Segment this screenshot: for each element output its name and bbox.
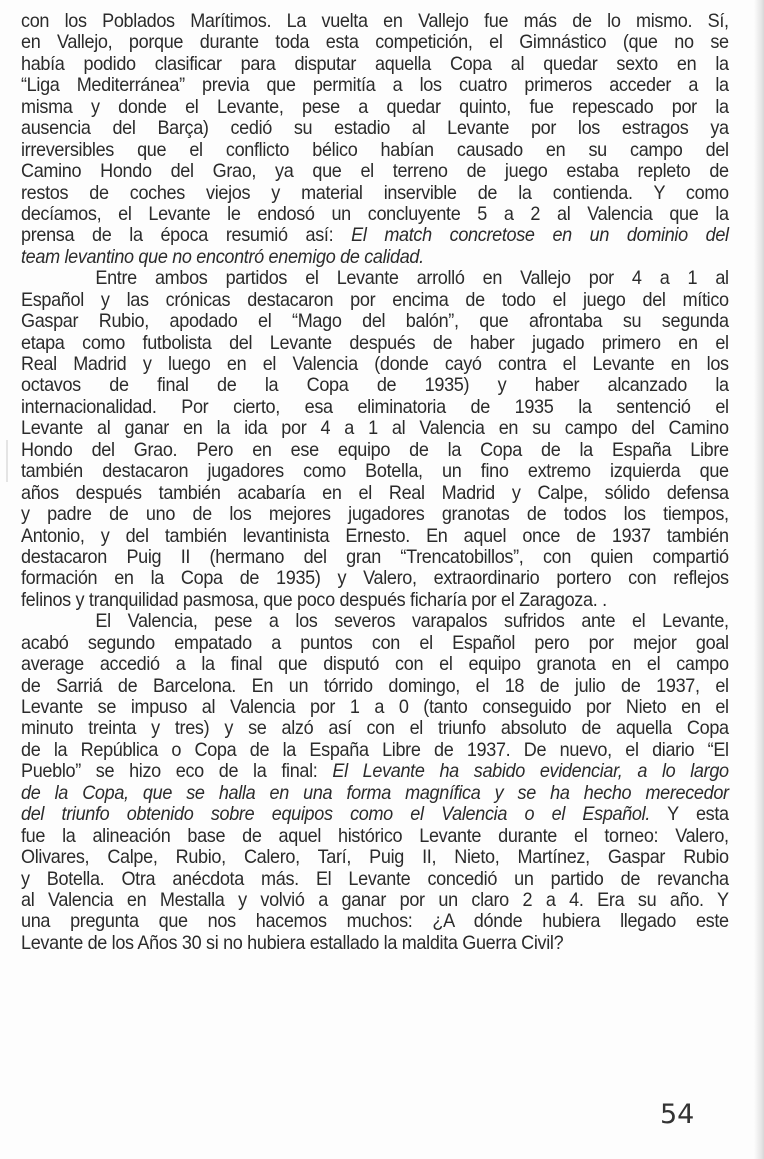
- quote-text: El Levante ha sabido evidenciar, a lo largo: [332, 760, 729, 783]
- text-line: Camino Hondo del Grao, ya que el terreno de juego estaba repleto de: [21, 160, 729, 183]
- text-line: también destacaron jugadores como Botella, un fino extremo izquierda que: [21, 460, 729, 483]
- text-line: con los Poblados Marítimos. La vuelta en Vallejo fue más de lo mismo. Sí,: [21, 10, 729, 32]
- scan-artifact: [6, 440, 8, 482]
- text-line: Levante al ganar en la ida por 4 a 1 al Valencia en su campo del Camino: [21, 417, 729, 440]
- text-line: al Valencia en Mestalla y volvió a ganar por un claro 2 a 4. Era su año. Y: [21, 888, 729, 911]
- text-line: Gaspar Rubio, apodado el “Mago del balón”, que afrontaba su segunda: [21, 310, 729, 333]
- text-line: restos de coches viejos y material inservible de la contienda. Y como: [21, 181, 729, 204]
- text-line: etapa como futbolista del Levante después de haber jugado primero en el: [21, 331, 729, 354]
- book-page: [21, 11, 729, 954]
- text-line: fue la alineación base de aquel histórico Levante durante el torneo: Valero,: [21, 824, 729, 847]
- text-line: “Liga Mediterránea” previa que permitía a los cuatro primeros acceder a la: [21, 74, 729, 97]
- text-line: de Sarriá de Barcelona. En un tórrido domingo, el 18 de julio de 1937, el: [21, 674, 729, 697]
- text-line-mixed: [21, 761, 729, 782]
- text-line: y Botella. Otra anécdota más. El Levante concedió un partido de revancha: [21, 867, 729, 890]
- text-line: de la República o Copa de la España Libre de 1937. De nuevo, el diario “El: [21, 738, 729, 761]
- text-run: Pueblo” se hizo eco de la final:: [21, 760, 333, 783]
- text-line: Real Madrid y luego en el Valencia (donde cayó contra el Levante en los: [21, 353, 729, 375]
- text-line: en Vallejo, porque durante toda esta competición, el Gimnástico (que no se: [21, 31, 729, 54]
- text-line: Hondo del Grao. Pero en ese equipo de la Copa de la España Libre: [21, 438, 729, 461]
- text-line: años después también acabaría en el Real Madrid y Calpe, sólido defensa: [21, 481, 729, 504]
- page-number: 54: [660, 1099, 695, 1130]
- text-run: Y esta: [650, 803, 729, 826]
- page-edge-shadow: [754, 0, 764, 1159]
- text-line-mixed: [21, 225, 729, 246]
- text-line: Antonio, y del también levantinista Ernesto. En aquel once de 1937 también: [21, 524, 729, 547]
- quote-text: team levantino que no encontró enemigo de calidad.: [21, 245, 424, 268]
- text-line: misma y donde el Levante, pese a quedar quinto, fue repescado por la: [21, 95, 729, 118]
- text-line: una pregunta que nos hacemos muchos: ¿A dónde hubiera llegado este: [21, 910, 729, 933]
- text-line-mixed: [21, 804, 729, 825]
- text-line: octavos de final de la Copa de 1935) y haber alcanzado la: [21, 374, 729, 397]
- text-line: Español y las crónicas destacaron por encima de todo el juego del mítico: [21, 288, 729, 311]
- paragraph-3: [21, 611, 729, 954]
- paragraph-2: [21, 268, 729, 611]
- quote-text: de la Copa, que se halla en una forma magnífica y se ha hecho merecedor: [21, 781, 729, 804]
- text-line: irreversibles que el conflicto bélico habían causado en su campo del: [21, 138, 729, 161]
- quote-text-line: [21, 247, 729, 268]
- text-run: prensa de la época resumió así:: [21, 224, 352, 247]
- quote-text: El match concretose en un dominio del: [351, 224, 729, 247]
- text-line: decíamos, el Levante le endosó un concluyente 5 a 2 al Valencia que la: [21, 202, 729, 225]
- text-line: ausencia del Barça) cedió su estadio al Levante por los estragos ya: [21, 117, 729, 140]
- text-line: había podido clasificar para disputar aquella Copa al quedar sexto en la: [21, 52, 729, 75]
- text-line: acabó segundo empatado a puntos con el Español pero por mejor goal: [21, 631, 729, 654]
- text-line: Levante de los Años 30 si no hubiera estallado la maldita Guerra Civil?: [21, 931, 564, 954]
- text-line: Entre ambos partidos el Levante arrolló en Vallejo por 4 a 1 al: [95, 267, 729, 290]
- text-line: felinos y tranquilidad pasmosa, que poco después ficharía por el Zaragoza. .: [21, 588, 607, 611]
- text-line: formación en la Copa de 1935) y Valero, extraordinario portero con reflejos: [21, 567, 729, 590]
- text-line: minuto treinta y tres) y se alzó así con el triunfo absoluto de aquella Copa: [21, 717, 729, 740]
- text-line: El Valencia, pese a los severos varapalos sufridos ante el Levante,: [95, 610, 729, 633]
- text-line: Olivares, Calpe, Rubio, Calero, Tarí, Puig II, Nieto, Martínez, Gaspar Rubio: [21, 846, 729, 869]
- quote-text-line: [21, 783, 729, 804]
- text-line: average accedió a la final que disputó con el equipo granota en el campo: [21, 653, 729, 676]
- text-line: y padre de uno de los mejores jugadores granotas de todos los tiempos,: [21, 503, 729, 526]
- text-line: Levante se impuso al Valencia por 1 a 0 (tanto conseguido por Nieto en el: [21, 696, 729, 718]
- text-line: destacaron Puig II (hermano del gran “Trencatobillos”, con quien compartió: [21, 545, 729, 568]
- paragraph-1: [21, 11, 729, 268]
- quote-text: del triunfo obtenido sobre equipos como el Valencia o el Español.: [21, 803, 651, 826]
- text-line: internacionalidad. Por cierto, esa eliminatoria de 1935 la sentenció el: [21, 395, 729, 418]
